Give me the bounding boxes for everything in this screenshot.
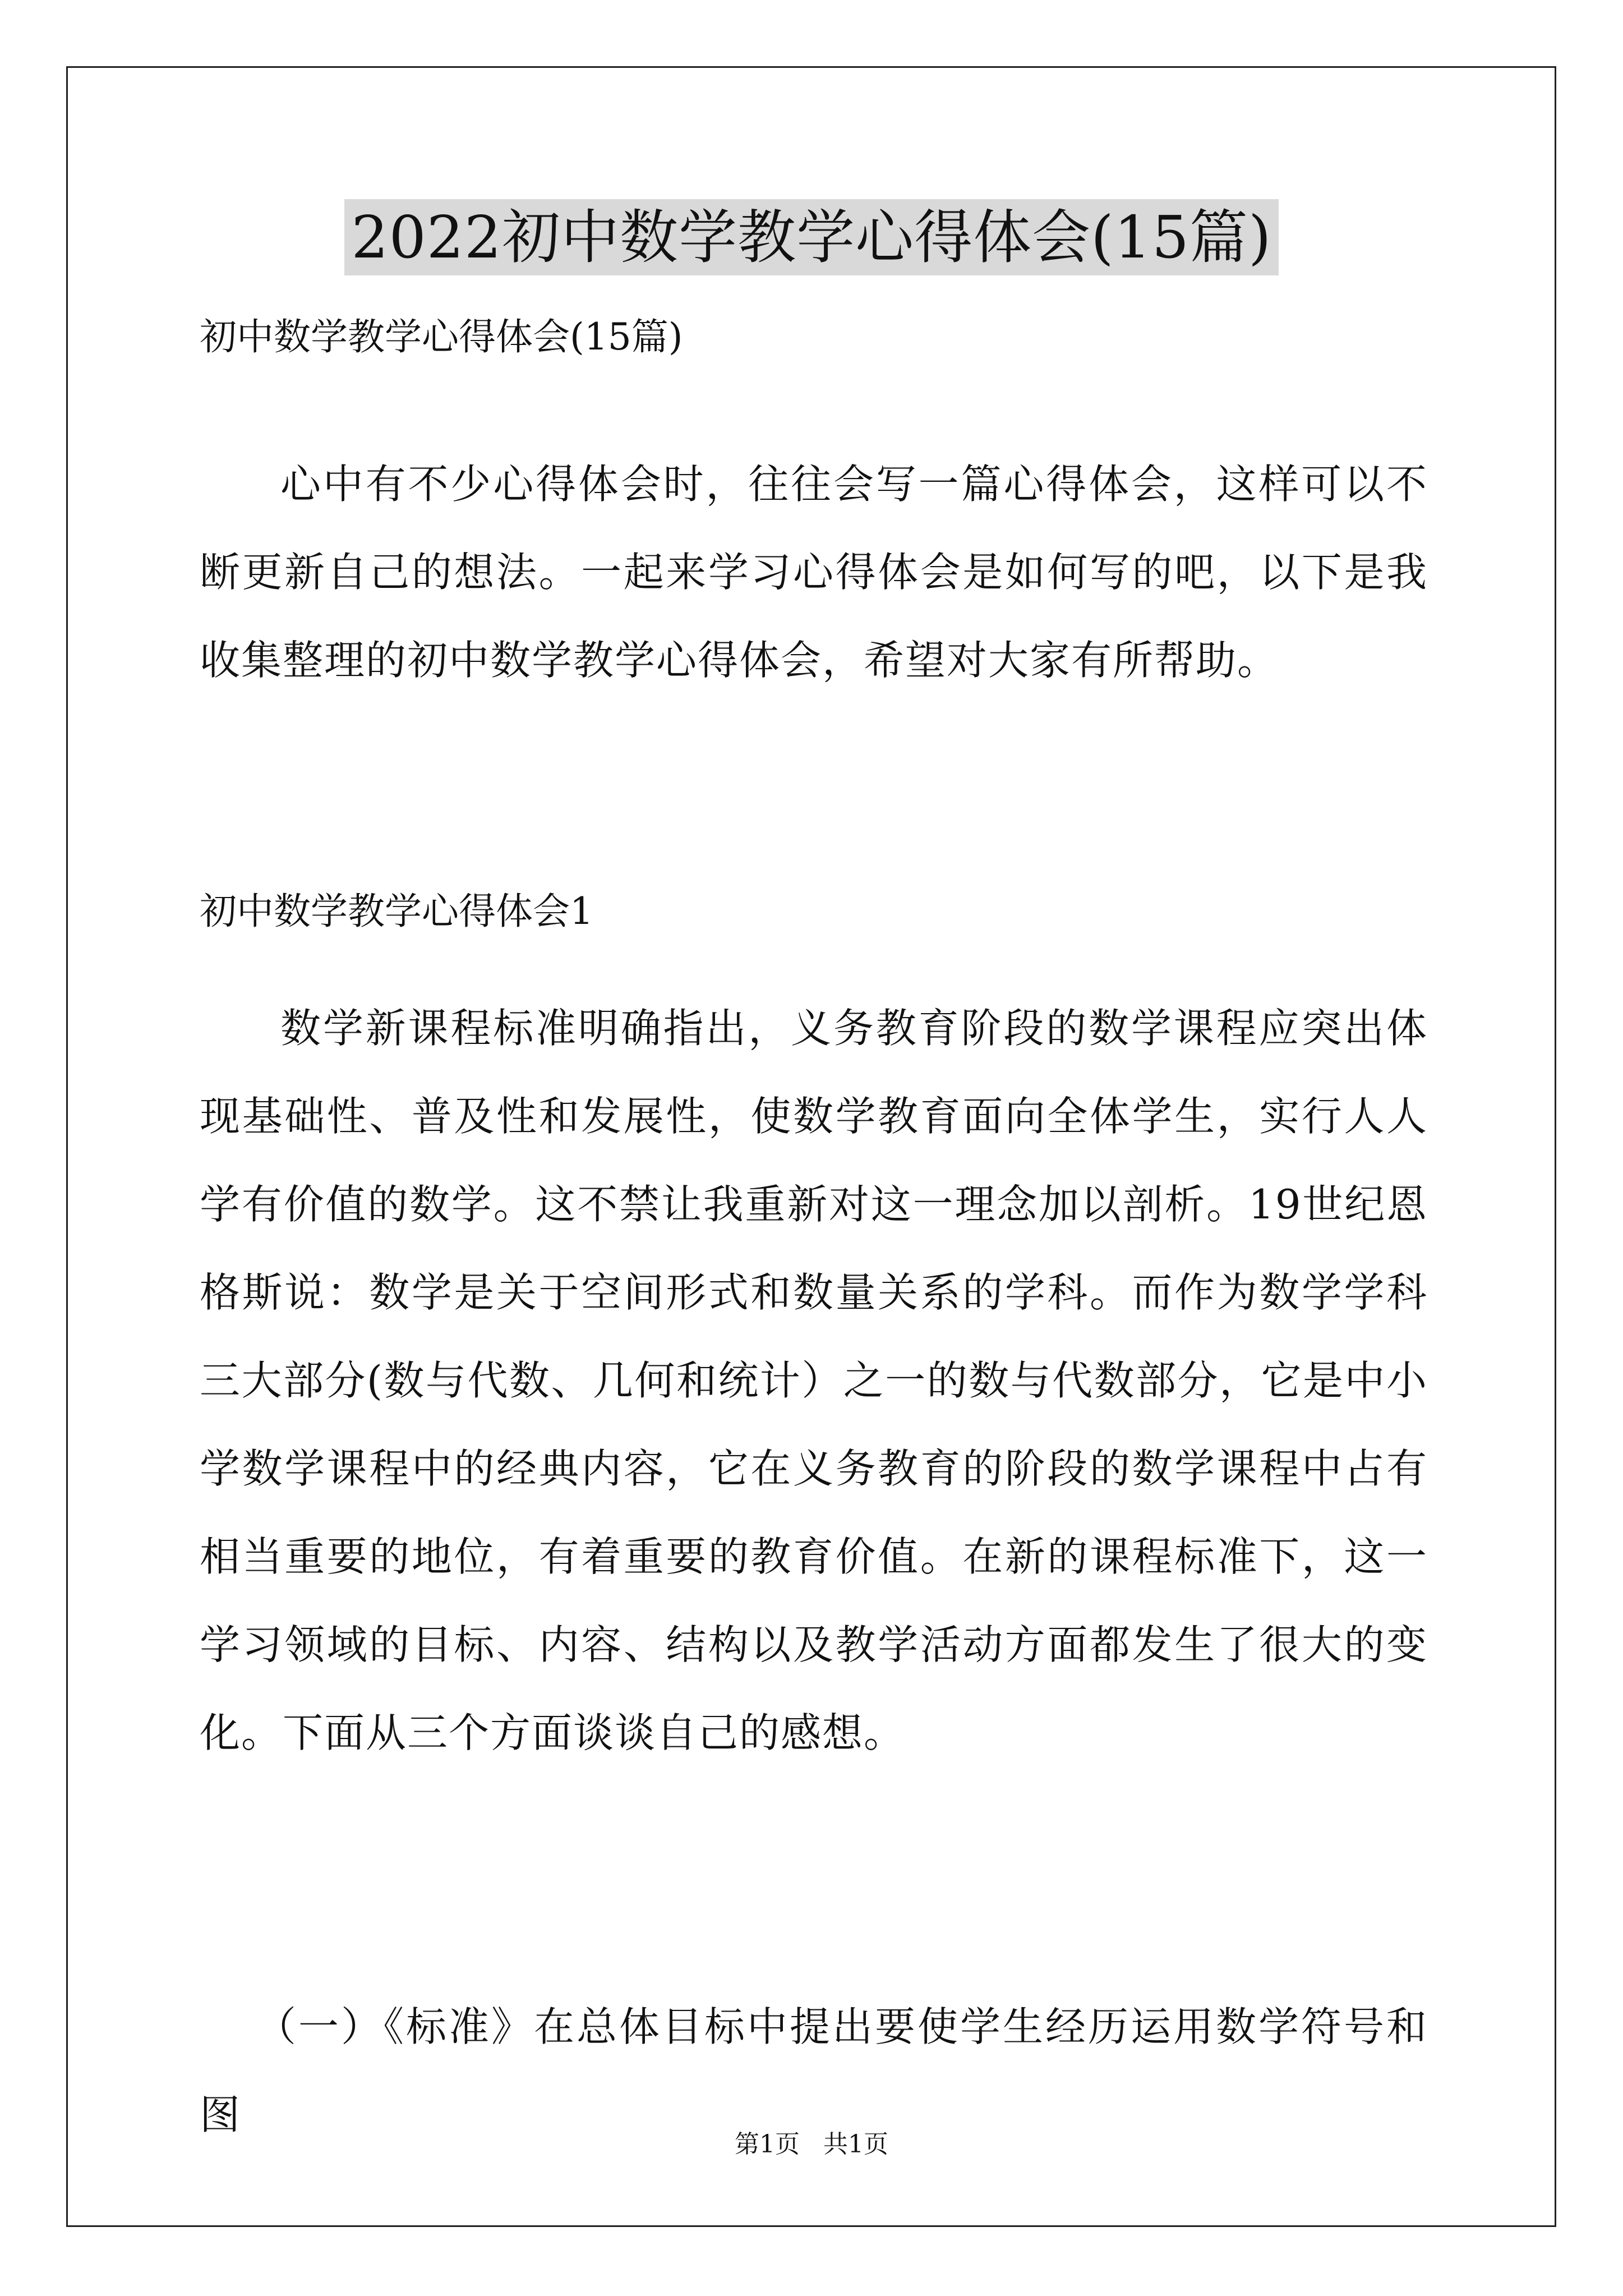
section-paragraph: 数学新课程标准明确指出，义务教育阶段的数学课程应突出体现基础性、普及性和发展性，使数学教育面向全体学生，实行人人学有价值的数学。这不禁让我重新对这一理念加以剖析。19世纪恩格斯说：数学是关于空间形式和数量关系的学科。而作为数学学科三大部分(数与代数、几何和统计）之一的数与代数部分，它是中小学数学课程中的经典内容，它在义务教育的阶段的数学课程中占有相当重要的地位，有着重要的教育价值。在新的课程标准下，这一学习领域的目标、内容、结构以及教学活动方面都发生了很大的变化。下面从三个方面谈谈自己的感想。 [200,1005,1428,1756]
section-paragraph-continued: （一）《标准》在总体目标中提出要使学生经历运用数学符号和图 [200,2003,1428,2138]
section-heading: 初中数学教学心得体会1 [200,890,593,933]
intro-paragraph: 心中有不少心得体会时，往往会写一篇心得体会，这样可以不断更新自己的想法。一起来学习心得体会是如何写的吧，以下是我收集整理的初中数学教学心得体会，希望对大家有所帮助。 [200,461,1428,684]
page-footer: 第1页 共1页 [735,2130,888,2159]
document-title: 2022初中数学教学心得体会(15篇) [344,199,1278,275]
document-subtitle: 初中数学教学心得体会(15篇) [200,315,683,358]
title-container [0,199,1623,275]
